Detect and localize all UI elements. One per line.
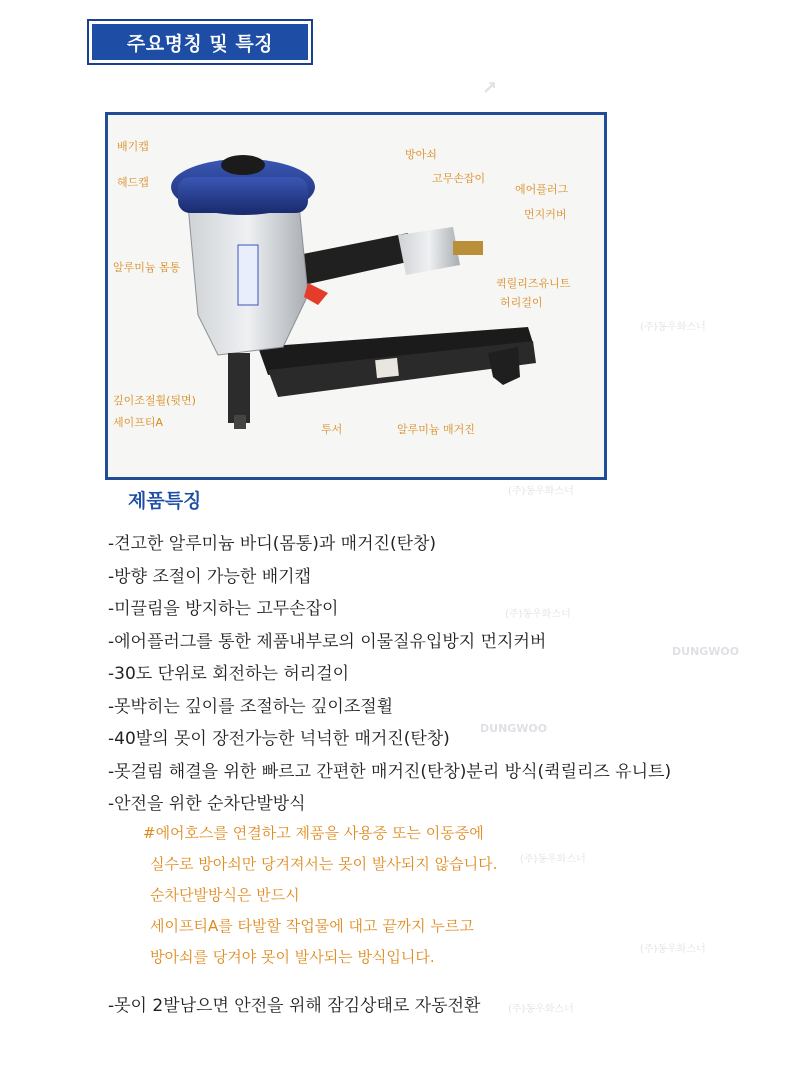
callout-head-cap: 헤드캡	[117, 176, 149, 189]
callout-driver: 투서	[321, 423, 343, 436]
watermark-text: (주)동우화스너	[505, 609, 571, 620]
feature-item: -견고한 알루미늄 바디(몸통)과 매거진(탄창)	[108, 534, 437, 554]
feature-item: -미끌림을 방지하는 고무손잡이	[108, 599, 339, 619]
callout-aluminum-magazine: 알루미늄 매거진	[397, 423, 475, 436]
section-header-badge	[87, 19, 313, 65]
watermark-logo-icon: ↗	[482, 78, 498, 99]
callout-aluminum-body: 알루미늄 몸통	[113, 261, 181, 274]
feature-item: -방향 조절이 가능한 배기캡	[108, 566, 311, 587]
note-line: 순차단발방식은 반드시	[150, 886, 300, 904]
feature-item: -30도 단위로 회전하는 허리걸이	[108, 664, 350, 684]
watermark-text: (주)동우화스너	[640, 322, 706, 333]
feature-item-auto-lock: -못이 2발남으면 안전을 위해 잠김상태로 자동전환	[108, 996, 481, 1016]
section-header-title: 주요명칭 및 특징	[92, 24, 308, 60]
feature-item: -40발의 못이 장전가능한 넉넉한 매거진(탄창)	[108, 729, 450, 749]
callout-rubber-grip: 고무손잡이	[432, 172, 486, 185]
note-line: 방아쇠를 당겨야 못이 발사되는 방식입니다.	[150, 948, 435, 966]
note-line: 세이프티A를 타발할 작업물에 대고 끝까지 누르고	[150, 917, 474, 935]
watermark-text: (주)동우화스너	[520, 854, 586, 865]
feature-item: -에어플러그를 통한 제품내부로의 이물질유입방지 먼지커버	[108, 631, 547, 652]
callout-trigger: 방아쇠	[405, 148, 437, 161]
note-line: #에어호스를 연결하고 제품을 사용중 또는 이동중에	[143, 824, 484, 842]
watermark-text: (주)동우화스너	[508, 1004, 574, 1015]
watermark-text: (주)동우화스너	[640, 944, 706, 955]
safety-note	[143, 818, 497, 973]
features-title: 제품특징	[128, 490, 202, 512]
feature-item: -못박히는 깊이를 조절하는 깊이조절휠	[108, 696, 394, 717]
callout-exhaust-cap: 배기캡	[117, 140, 149, 153]
feature-list	[108, 528, 671, 821]
watermark-text: (주)동우화스너	[508, 486, 574, 497]
callout-safety-a: 세이프티A	[113, 416, 164, 429]
callout-dust-cover: 먼지커버	[524, 208, 567, 221]
note-line: 실수로 방아쇠만 당겨져서는 못이 발사되지 않습니다.	[150, 855, 498, 873]
feature-item: -못걸림 해결을 위한 빠르고 간편한 매거진(탄창)분리 방식(퀵릴리즈 유니트)	[108, 761, 672, 782]
callout-quick-release: 퀵릴리즈유니트	[496, 277, 571, 290]
watermark-logo: DUNGWOO	[672, 645, 740, 658]
feature-item: -안전을 위한 순차단발방식	[108, 794, 306, 814]
callout-depth-wheel: 깊이조절휠(뒷면)	[113, 394, 196, 407]
callout-belt-hook: 허리걸이	[500, 296, 543, 309]
callout-air-plug: 에어플러그	[515, 183, 569, 196]
watermark-logo: DUNGWOO	[480, 722, 548, 735]
